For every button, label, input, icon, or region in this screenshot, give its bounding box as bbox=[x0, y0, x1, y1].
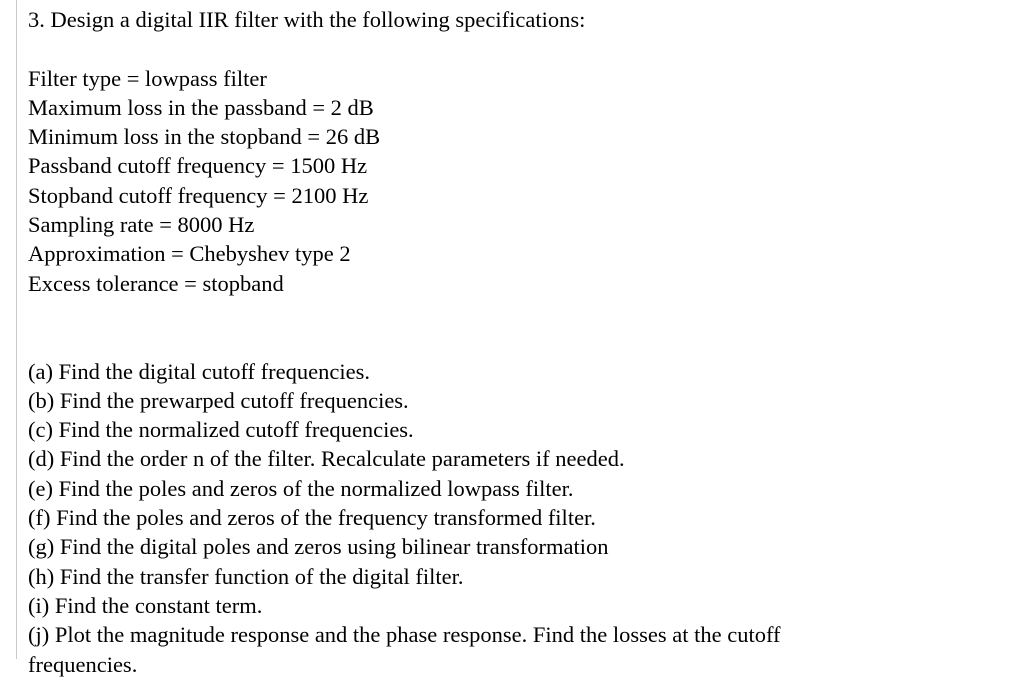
spec-excess-tolerance: Excess tolerance = stopband bbox=[28, 270, 284, 296]
question-g: (g) Find the digital poles and zeros using bilinear transformation bbox=[28, 534, 609, 560]
question-h: (h) Find the transfer function of the digital filter. bbox=[28, 563, 464, 589]
question-i: (i) Find the constant term. bbox=[28, 592, 263, 618]
spacer bbox=[28, 327, 1008, 356]
spacer bbox=[28, 298, 1008, 327]
spec-passband-cutoff: Passband cutoff frequency = 1500 Hz bbox=[28, 153, 368, 179]
question-f: (f) Find the poles and zeros of the frequency transformed filter. bbox=[28, 505, 596, 531]
spec-filter-type: Filter type = lowpass filter bbox=[28, 65, 267, 91]
question-b: (b) Find the prewarped cutoff frequencies. bbox=[28, 387, 409, 413]
question-e: (e) Find the poles and zeros of the normalized lowpass filter. bbox=[28, 475, 574, 501]
spec-approximation: Approximation = Chebyshev type 2 bbox=[28, 241, 351, 267]
spec-stopband-cutoff: Stopband cutoff frequency = 2100 Hz bbox=[28, 182, 369, 208]
question-j: (j) Plot the magnitude response and the phase response. Find the losses at the cutoff bbox=[28, 622, 781, 648]
question-d: (d) Find the order n of the filter. Recalculate parameters if needed. bbox=[28, 446, 625, 472]
question-a: (a) Find the digital cutoff frequencies. bbox=[28, 358, 370, 384]
spec-max-passband-loss: Maximum loss in the passband = 2 dB bbox=[28, 94, 374, 120]
question-c: (c) Find the normalized cutoff frequencies. bbox=[28, 417, 414, 443]
spec-min-stopband-loss: Minimum loss in the stopband = 26 dB bbox=[28, 124, 381, 150]
problem-text-block bbox=[28, 5, 1008, 679]
spacer bbox=[28, 34, 1008, 63]
left-border-line bbox=[16, 0, 17, 659]
question-j-continued: frequencies. bbox=[28, 651, 138, 677]
spec-sampling-rate: Sampling rate = 8000 Hz bbox=[28, 212, 255, 238]
problem-title: 3. Design a digital IIR filter with the following specifications: bbox=[28, 7, 586, 32]
